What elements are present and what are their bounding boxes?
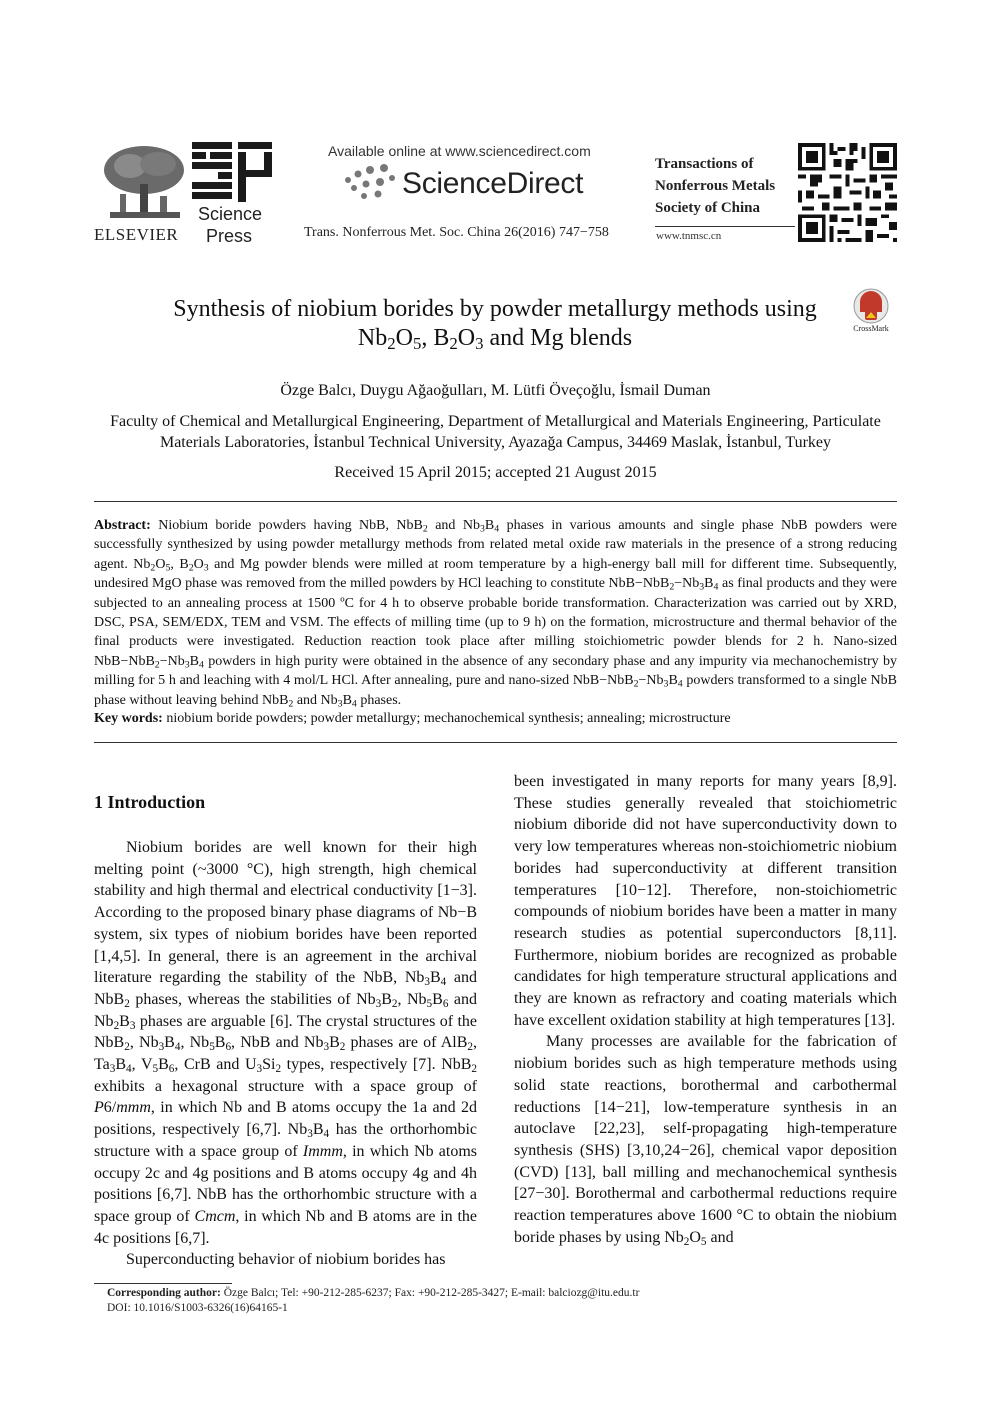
- qr-code-icon: [797, 143, 898, 242]
- article-title: [150, 295, 840, 353]
- doi[interactable]: DOI: 10.1016/S1003-6326(16)64165-1: [107, 1302, 288, 1314]
- title-line-2: $Nb_2O_5$, $B_2O_3$ and Mg blends: [357, 325, 633, 354]
- corresponding-author-text: Özge Balcı; Tel: +90-212-285-6237; Fax: +90-212-285-3427; E-mail: balciozg@itu.edu.tr: [223, 1287, 640, 1299]
- paragraph: Superconducting behavior of niobium borides has: [126, 1251, 446, 1269]
- corresponding-author-label: Corresponding author:: [107, 1287, 221, 1299]
- received-dates: Received 15 April 2015; accepted 21 August 2015: [334, 464, 657, 481]
- abstract-top-rule: [94, 501, 897, 502]
- science-press-word1: Science: [198, 204, 263, 224]
- author-list: Özge Balcı, Duygu Ağaoğulları, M. Lütfi Öveçoğlu, İsmail Duman: [280, 382, 711, 399]
- paragraph: Many processes are available for the fabrication of niobium borides such as high temperature methods using solid state reactions, borothermal and carbothermal reductions [14−21], low-temperature synthesis in an autoclave [22,23], self-propagating high-temperature synthesis (SHS) [3,10,24−26], chemical vapor deposition (CVD) [13], ball milling and mechanochemical synthesis [27−30]. Borothermal and carbothermal reductions require reaction temperatures above 1600 °C to obtain the niobium boride phases by using $Nb_2O_5$ and: [514, 1033, 897, 1248]
- sciencedirect-brand: ScienceDirect: [402, 167, 584, 200]
- title-line-1: Synthesis of niobium borides by powder metallurgy methods using: [173, 296, 817, 322]
- paragraph: Niobium borides are well known for their high melting point (~3000 °C), high strength, high chemical stability and high thermal and electrical conductivity [1−3]. According to the proposed binary phase diagrams of Nb−B system, six types of niobium borides have been reported [1,4,5]. In general, there is an agreement in the archival literature regarding the stability of the NbB, $Nb_3B_4$ and NbB$_2$ phases, whereas the stabilities of $Nb_3B_2$, $Nb_5B_6$ and $Nb_2B_3$ phases are arguable [6]. The crystal structures of the NbB$_2$, $Nb_3B_4$, $Nb_5B_6$, NbB and $Nb_3B_2$ phases are of AlB$_2$, $Ta_3B_4$, $V_5B_6$, CrB and $U_3Si_2$ types, respectively [7]. NbB$_2$ exhibits a hexagonal structure with a space group of P6/mmm, in which Nb and B atoms occupy the 1a and 2d positions, respectively [6,7]. $Nb_3B_4$ has the orthorhombic structure with a space group of Immm, in which Nb atoms occupy 2c and 4g positions and B atoms occupy 4g and 4h positions [6,7]. NbB has the orthorhombic structure with a space group of Cmcm, in which Nb and B atoms are in the 4c positions [6,7].: [94, 839, 478, 1247]
- sciencedirect-online-text: Available online at www.sciencedirect.com: [328, 143, 591, 159]
- abstract: Abstract: Niobium boride powders having NbB, NbB$_2$ and $Nb_3B_4$ phases in various amounts and single phase NbB powders were successfully synthesized by using powder metallurgy methods from related metal oxide raw materials in the presence of a strong reducing agent. $Nb_2O_5$, $B_2O_3$ and Mg powder blends were milled at room temperature by a high-energy ball mill for different time. Subsequently, undesired MgO phase was removed from the milled powders by HCl leaching to constitute $NbB-NbB_2-Nb_3B_4$ as final products and they were subjected to an annealing process at 1500 ºC for 4 h to observe probable boride transformation. Characterization was carried out by XRD, DSC, PSA, SEM/EDX, TEM and VSM. The effects of milling time (up to 9 h) on the formation, microstructure and thermal behavior of the final products were investigated. Reduction reaction took place after milling stoichiometric powder blends for 2 h. Nano-sized $NbB-NbB_2-Nb_3B_4$ powders in high purity were obtained in the absence of any secondary phase and any impurity via mechanochemistry by milling for 5 h and leaching with 4 mol/L HCl. After annealing, pure and nano-sized $NbB-NbB_2-Nb_3B_4$ powders transformed to a single NbB phase without leaving behind NbB$_2$ and $Nb_3B_4$ phases.: [94, 518, 898, 710]
- science-press-icon: [190, 140, 280, 204]
- abstract-label: Abstract:: [94, 518, 151, 533]
- left-column: [94, 837, 477, 1271]
- elsevier-wordmark: ELSEVIER: [94, 225, 179, 244]
- crossmark-badge[interactable]: [846, 288, 896, 334]
- footnote-rule: [94, 1283, 232, 1284]
- affiliation: [94, 411, 897, 453]
- corresponding-author: [107, 1287, 639, 1299]
- keywords-text: niobium boride powders; powder metallurgy; mechanochemical synthesis; annealing; microstructure: [166, 711, 731, 726]
- affiliation-line-2: Materials Laboratories, İstanbul Technical University, Ayazağa Campus, 34469 Maslak, İstanbul, Turkey: [159, 434, 832, 451]
- paragraph: been investigated in many reports for many years [8,9]. These studies generally revealed that stoichiometric niobium diboride did not have superconductivity down to very low temperatures whereas non-stoichiometric niobium borides had superconductivity at different transition temperatures [10−12]. Therefore, non-stoichiometric compounds of niobium borides have been a matter in many research studies as potential superconductors [8,11]. Furthermore, niobium borides are recognized as probable candidates for high temperature structural applications and they are known as refractory and coating materials which have excellent oxidation stability at high temperatures [13].: [514, 773, 897, 1029]
- science-press-logo: [190, 140, 280, 248]
- journal-url[interactable]: www.tnmsc.cn: [656, 230, 722, 242]
- sciencedirect-dots-icon: [340, 162, 400, 202]
- keywords-label: Key words:: [94, 711, 163, 726]
- section-heading: 1 Introduction: [94, 792, 206, 812]
- journal-reference: Trans. Nonferrous Met. Soc. China 26(2016) 747−758: [304, 225, 609, 240]
- affiliation-line-1: Faculty of Chemical and Metallurgical Engineering, Department of Metallurgical and Materials Engineering, Particulate: [110, 413, 881, 430]
- journal-title-line-1: Transactions of: [655, 156, 754, 172]
- keywords: [94, 709, 897, 728]
- journal-title: [655, 153, 775, 219]
- right-column: [514, 771, 897, 1248]
- crossmark-icon: [846, 288, 896, 326]
- abstract-bottom-rule: [94, 742, 897, 743]
- journal-title-line-3: Society of China: [655, 200, 760, 216]
- journal-title-line-2: Nonferrous Metals: [655, 178, 776, 194]
- elsevier-tree-icon: [100, 144, 188, 222]
- journal-url-rule: [655, 226, 795, 227]
- crossmark-label: CrossMark: [853, 324, 889, 333]
- science-press-word2: Press: [206, 226, 253, 246]
- elsevier-logo: [94, 140, 194, 245]
